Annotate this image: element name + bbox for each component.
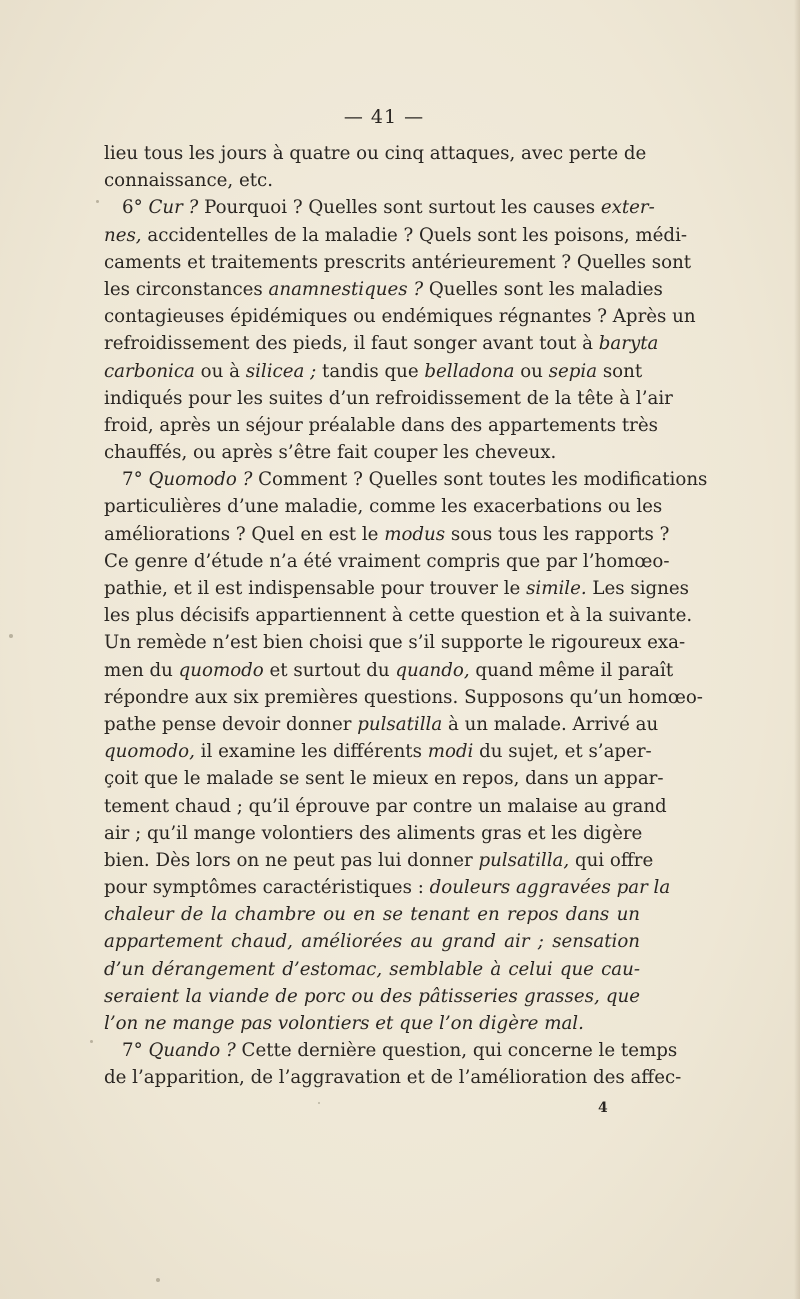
italic-text: douleurs aggravées par la bbox=[429, 877, 671, 899]
italic-text: simile. bbox=[526, 578, 587, 599]
text-run: Les signes bbox=[586, 578, 689, 599]
text-line bbox=[104, 874, 671, 901]
text-line bbox=[104, 466, 708, 493]
text-line bbox=[104, 493, 663, 520]
paper-speck bbox=[318, 1102, 320, 1104]
text-line bbox=[104, 956, 640, 983]
text-line bbox=[104, 820, 643, 847]
text-run: caments et traitements prescrits antérieurement ? Quelles sont bbox=[104, 251, 692, 273]
text-run: froid, après un séjour préalable dans des appartements très bbox=[104, 414, 658, 436]
text-line bbox=[104, 901, 640, 928]
text-run: ou à bbox=[194, 360, 246, 382]
text-run: de l’apparition, de l’aggravation et de l’amélioration des affec- bbox=[104, 1067, 682, 1089]
text-run: quand même il paraît bbox=[469, 659, 674, 681]
text-run: Ce genre d’étude n’a été vraiment compris que par l’homœo- bbox=[104, 550, 670, 572]
text-line bbox=[104, 629, 686, 656]
paper-speck bbox=[96, 200, 99, 203]
signature-mark: 4 bbox=[598, 1100, 608, 1116]
italic-text: Quomodo ? bbox=[148, 469, 253, 491]
text-line bbox=[104, 765, 664, 792]
text-line bbox=[104, 385, 673, 412]
italic-text: appartement chaud, améliorées au grand air ; sensation bbox=[104, 931, 640, 953]
body-text bbox=[104, 140, 708, 1092]
text-line bbox=[104, 738, 652, 765]
text-line bbox=[104, 140, 647, 167]
text-line bbox=[104, 194, 655, 221]
italic-text: quomodo bbox=[178, 659, 264, 681]
text-run: tement chaud ; qu’il éprouve par contre un malaise au grand bbox=[104, 795, 667, 817]
text-run: Un remède n’est bien choisi que s’il supporte le rigoureux exa- bbox=[104, 632, 686, 654]
text-run: les plus décisifs appartiennent à cette question et à la suivante. bbox=[104, 605, 693, 627]
italic-text: belladona bbox=[424, 360, 515, 382]
text-line bbox=[104, 249, 692, 276]
italic-text: baryta bbox=[598, 333, 659, 355]
text-line bbox=[104, 1037, 678, 1064]
text-line bbox=[104, 602, 693, 629]
text-run: Quelles sont les maladies bbox=[423, 278, 663, 300]
text-run: Comment ? Quelles sont toutes les modifications bbox=[252, 469, 708, 491]
paper-speck bbox=[90, 1040, 93, 1043]
text-run: du sujet, et s’aper- bbox=[473, 741, 652, 763]
text-line bbox=[104, 330, 659, 357]
text-run: contagieuses épidémiques ou endémiques régnantes ? Après un bbox=[104, 306, 696, 328]
italic-text: l’on ne mange pas volontiers et que l’on digère mal. bbox=[104, 1013, 584, 1034]
text-run: tandis que bbox=[316, 360, 425, 382]
text-run: et surtout du bbox=[263, 659, 396, 681]
text-run: Cette dernière question, qui concerne le temps bbox=[235, 1040, 678, 1062]
text-line bbox=[104, 412, 658, 439]
italic-text: chaleur de la chambre ou en se tenant en repos dans un bbox=[104, 904, 640, 926]
paper-speck bbox=[156, 1278, 160, 1282]
italic-text: nes, bbox=[104, 224, 142, 246]
italic-text: Quando ? bbox=[148, 1040, 236, 1062]
text-line bbox=[104, 847, 654, 874]
italic-text: modus bbox=[384, 523, 446, 545]
italic-text: sepia bbox=[548, 360, 598, 382]
text-run: connaissance, etc. bbox=[104, 170, 273, 192]
italic-text: carbonica bbox=[104, 360, 195, 382]
text-run: air ; qu’il mange volontiers des aliments gras et les digère bbox=[104, 822, 643, 844]
text-run: 6° bbox=[122, 197, 149, 219]
text-run: 7° bbox=[122, 469, 149, 491]
text-run: répondre aux six premières questions. Supposons qu’un homœo- bbox=[104, 686, 703, 708]
italic-text: seraient la viande de porc ou des pâtisseries grasses, que bbox=[104, 985, 640, 1007]
text-run: lieu tous les jours à quatre ou cinq attaques, avec perte de bbox=[104, 143, 647, 164]
italic-text: pulsatilla bbox=[357, 713, 443, 735]
text-run: particulières d’une maladie, comme les exacerbations ou les bbox=[104, 496, 663, 518]
text-run: bien. Dès lors on ne peut pas lui donner bbox=[104, 849, 479, 871]
text-run: pathie, et il est indispensable pour trouver le bbox=[104, 578, 527, 599]
text-run: à un malade. Arrivé au bbox=[442, 713, 659, 735]
text-run: sont bbox=[597, 360, 643, 382]
text-run: çoit que le malade se sent le mieux en repos, dans un appar- bbox=[104, 768, 664, 790]
paper-speck bbox=[9, 634, 13, 638]
italic-text: modi bbox=[427, 741, 474, 763]
text-line bbox=[104, 276, 663, 303]
text-run: pathe pense devoir donner bbox=[104, 713, 358, 735]
page-number: — 41 — bbox=[343, 106, 425, 128]
text-line bbox=[104, 928, 640, 955]
text-run: pour symptômes caractéristiques : bbox=[104, 877, 430, 899]
text-line bbox=[104, 575, 689, 602]
text-run: il examine les différents bbox=[194, 741, 428, 763]
text-run: accidentelles de la maladie ? Quels sont les poisons, médi- bbox=[141, 224, 688, 246]
text-run: améliorations ? Quel en est le bbox=[104, 523, 385, 545]
text-line bbox=[104, 1064, 682, 1091]
italic-text: pulsatilla, bbox=[478, 849, 570, 871]
text-line bbox=[104, 439, 640, 466]
italic-text: exter- bbox=[600, 197, 655, 219]
text-run: sous tous les rapports ? bbox=[445, 523, 670, 545]
text-line bbox=[104, 222, 688, 249]
italic-text: anamnestiques ? bbox=[268, 278, 424, 300]
text-run: 7° bbox=[122, 1040, 149, 1062]
text-line bbox=[104, 657, 674, 684]
italic-text: quando, bbox=[395, 659, 470, 681]
italic-text: quomodo, bbox=[104, 741, 195, 763]
text-run: les circonstances bbox=[104, 278, 269, 300]
text-line bbox=[104, 1010, 640, 1037]
text-line bbox=[104, 684, 703, 711]
text-run: qui offre bbox=[569, 849, 654, 871]
text-line bbox=[104, 793, 667, 820]
text-run: Pourquoi ? Quelles sont surtout les causes bbox=[198, 197, 601, 219]
text-run: refroidissement des pieds, il faut songer avant tout à bbox=[104, 333, 599, 355]
text-run: chauffés, ou après s’être fait couper les cheveux. bbox=[104, 442, 557, 464]
text-run: indiqués pour les suites d’un refroidissement de la tête à l’air bbox=[104, 387, 673, 409]
text-run: men du bbox=[104, 659, 179, 681]
text-line bbox=[104, 358, 643, 385]
text-run: ou bbox=[514, 360, 549, 382]
text-line bbox=[104, 983, 640, 1010]
text-line bbox=[104, 711, 659, 738]
page-edge-shadow bbox=[794, 0, 800, 1299]
text-line bbox=[104, 167, 640, 194]
text-line bbox=[104, 521, 670, 548]
italic-text: silicea ; bbox=[245, 360, 317, 382]
italic-text: d’un dérangement d’estomac, semblable à celui que cau- bbox=[104, 958, 640, 980]
text-line bbox=[104, 303, 696, 330]
italic-text: Cur ? bbox=[148, 197, 199, 219]
text-line bbox=[104, 548, 670, 575]
